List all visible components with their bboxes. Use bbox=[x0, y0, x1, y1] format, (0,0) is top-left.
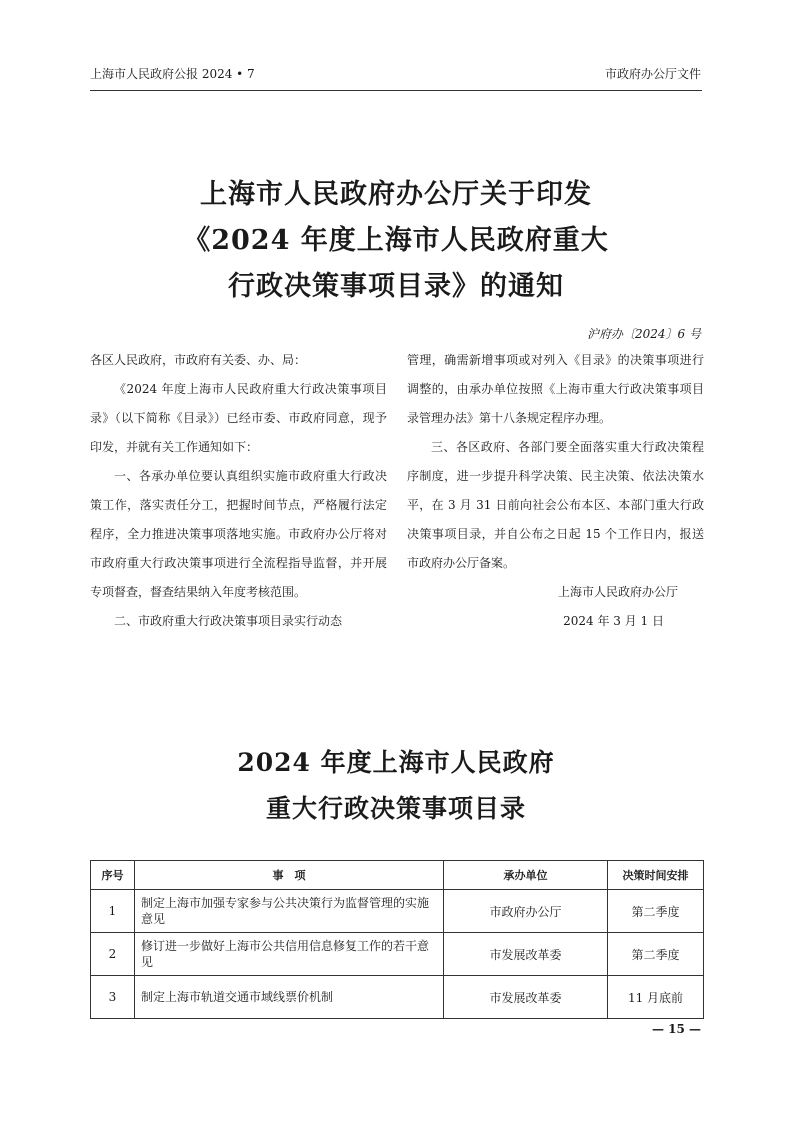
notice-title-line: 行政决策事项目录》的通知 bbox=[228, 271, 564, 302]
body-paragraph: 二、市政府重大行政决策事项目录实行动态 bbox=[114, 614, 343, 628]
row-schedule: 11 月底前 bbox=[608, 976, 704, 1019]
notice-title-line: 上海市人民政府办公厅关于印发 bbox=[200, 179, 592, 210]
table-header-row bbox=[91, 861, 704, 890]
column-header-number: 序号 bbox=[91, 861, 135, 890]
gazette-issue: 上海市人民政府公报 2024 • 7 bbox=[90, 67, 255, 81]
row-number: 1 bbox=[91, 890, 135, 933]
row-item: 制定上海市加强专家参与公共决策行为监督管理的实施意见 bbox=[135, 890, 444, 933]
table-row bbox=[91, 890, 704, 933]
body-paragraph: 管理，确需新增事项或对列入《目录》的决策事项进行调整的，由承办单位按照《上海市重大行政决策事项目录管理办法》第十八条规定程序办理。 bbox=[407, 353, 704, 425]
salutation: 各区人民政府，市政府有关委、办、局： bbox=[90, 353, 307, 367]
column-header-unit: 承办单位 bbox=[444, 861, 608, 890]
row-schedule: 第二季度 bbox=[608, 890, 704, 933]
row-schedule: 第二季度 bbox=[608, 933, 704, 976]
catalog-title-line: 重大行政决策事项目录 bbox=[265, 794, 526, 823]
issuer-signature: 上海市人民政府办公厅 bbox=[557, 585, 678, 599]
table-row bbox=[91, 976, 704, 1019]
notice-body-right-column bbox=[407, 346, 704, 636]
row-unit: 市政府办公厅 bbox=[444, 890, 608, 933]
decision-items-table bbox=[90, 860, 704, 1019]
column-header-schedule: 决策时间安排 bbox=[608, 861, 704, 890]
row-number: 2 bbox=[91, 933, 135, 976]
row-unit: 市发展改革委 bbox=[444, 933, 608, 976]
page-number: — 15 — bbox=[651, 1022, 701, 1036]
body-paragraph: 《2024 年度上海市人民政府重大行政决策事项目录》（以下简称《目录》）已经市委、市政府同意，现予印发，并就有关工作通知如下： bbox=[90, 382, 387, 454]
body-paragraph: 三、各区政府、各部门要全面落实重大行政决策程序制度，进一步提升科学决策、民主决策、依法决策水平，在 3 月 31 日前向社会公布本区、本部门重大行政决策事项目录，并自公布之日起 15 个工作日内，报送市政府办公厅备案。 bbox=[407, 440, 704, 570]
body-paragraph: 一、各承办单位要认真组织实施市政府重大行政决策工作，落实责任分工，把握时间节点，严格履行法定程序，全力推进决策事项落地实施。市政府办公厅将对市政府重大行政决策事项进行全流程指导监督，并开展专项督查，督查结果纳入年度考核范围。 bbox=[90, 469, 387, 599]
issue-date: 2024 年 3 月 1 日 bbox=[563, 614, 664, 628]
column-header-item: 事 项 bbox=[135, 861, 444, 890]
catalog-title-line: 2024 年度上海市人民政府 bbox=[237, 748, 555, 777]
header-divider bbox=[90, 90, 702, 91]
notice-title bbox=[90, 172, 702, 310]
notice-body-left-column bbox=[90, 346, 387, 636]
document-category: 市政府办公厅文件 bbox=[604, 67, 701, 81]
row-unit: 市发展改革委 bbox=[444, 976, 608, 1019]
catalog-title bbox=[90, 740, 702, 832]
row-item: 修订进一步做好上海市公共信用信息修复工作的若干意见 bbox=[135, 933, 444, 976]
row-number: 3 bbox=[91, 976, 135, 1019]
document-number: 沪府办〔2024〕6 号 bbox=[587, 327, 701, 341]
table-row bbox=[91, 933, 704, 976]
notice-title-line: 《2024 年度上海市人民政府重大 bbox=[183, 225, 609, 256]
row-item: 制定上海市轨道交通市域线票价机制 bbox=[135, 976, 444, 1019]
